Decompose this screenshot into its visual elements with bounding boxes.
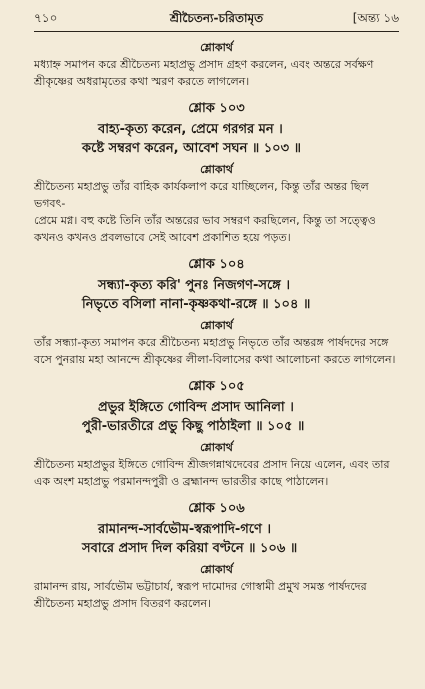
translation-line: তাঁর সন্ধ্যা-কৃত্য সমাপন করে শ্রীচৈতন্য মহাপ্রভু নিভৃতে তাঁর অন্তরঙ্গ পার্ষদদের সঙ্গে — [34, 336, 389, 349]
verse-line: নিভৃতে বসিলা নানা-কৃষ্ণকথা-রঙ্গে ॥ ১০৪ ॥ — [82, 297, 311, 312]
verse-line: বাহ্য-কৃত্য করেন, প্রেমে গরগর মন । — [98, 122, 283, 137]
page-content — [34, 40, 399, 612]
translation-line: বসে পুনরায় মহা আনন্দে শ্রীকৃষ্ণের লীলা-বিলাসের কথা আলোচনা করতে লাগলেন। — [34, 353, 396, 366]
verse-line: রামানন্দ-সার্বভৌম-স্বরূপাদি-গণে । — [98, 522, 272, 537]
header-rule — [34, 31, 399, 32]
translation-line: এক অংশ মহাপ্রভু পরমানন্দপুরী ও ব্রহ্মানন্দ ভারতীর কাছে পাঠালেন। — [34, 475, 329, 488]
verse-title: শ্লোক ১০৬ — [188, 501, 245, 516]
verse-line: প্রভুর ইঙ্গিতে গোবিন্দ প্রসাদ আনিলা । — [98, 400, 294, 415]
verse-line: সন্ধ্যা-কৃত্য করি' পুনঃ নিজগণ-সঙ্গে । — [98, 278, 290, 293]
verse-line: পুরী-ভারতীরে প্রভু কিছু পাঠাইলা ॥ ১০৫ ॥ — [82, 419, 305, 434]
translation-label: শ্লোকার্থ — [200, 563, 233, 576]
translation-line: শ্রীকৃষ্ণের অধরামৃতের কথা স্মরণ করতে লাগলেন। — [34, 75, 250, 88]
page-number: ৭১০ — [34, 11, 58, 25]
verse-line: কষ্টে সম্বরণ করেন, আবেশ সঘন ॥ ১০৩ ॥ — [82, 141, 301, 156]
verse-title: শ্লোক ১০৪ — [188, 257, 245, 272]
verse-title: শ্লোক ১০৫ — [188, 379, 245, 394]
page-header — [34, 10, 399, 30]
translation-line: শ্রীচৈতন্য মহাপ্রভু প্রসাদ বিতরণ করলেন। — [34, 597, 212, 610]
translation-label: শ্লোকার্থ — [200, 319, 233, 332]
translation-line: রামানন্দ রায়, সার্বভৌম ভট্টাচার্য, স্বরূপ দামোদর গোস্বামী প্রমুখ সমস্ত পার্ষদদের — [34, 580, 367, 593]
translation-label: শ্লোকার্থ — [200, 41, 233, 54]
translation-line: শ্রীচৈতন্য মহাপ্রভু তাঁর বাহিক কার্যকলাপ করে যাচ্ছিলেন, কিন্তু তাঁর অন্তর ছিল ভগবৎ- — [34, 180, 369, 210]
running-title: শ্রীচৈতন্য-চরিতামৃত — [169, 11, 264, 25]
translation-line: মধ্যাহ্ন সমাপন করে শ্রীচৈতন্য মহাপ্রভু প্রসাদ গ্রহণ করলেন, এবং অন্তরে সর্বক্ষণ — [34, 58, 374, 71]
section-marker: [অন্ত্য ১৬ — [352, 11, 399, 25]
translation-label: শ্লোকার্থ — [200, 441, 233, 454]
verse-title: শ্লোক ১০৩ — [188, 101, 245, 116]
translation-label: শ্লোকার্থ — [200, 163, 233, 176]
verse-line: সবারে প্রসাদ দিল করিয়া বণ্টনে ॥ ১০৬ ॥ — [82, 541, 298, 556]
translation-line: কখনও কখনও প্রবলভাবে সেই আবেশ প্রকাশিত হয়ে পড়ত। — [34, 231, 291, 244]
translation-line: প্রেমে মগ্ন। বহু কষ্টে তিনি তাঁর অন্তরের ভাব সম্বরণ করছিলেন, কিন্তু তা সত্ত্বেও — [34, 214, 376, 227]
translation-line: শ্রীচৈতন্য মহাপ্রভুর ইঙ্গিতে গোবিন্দ শ্রীজগন্নাথদেবের প্রসাদ নিয়ে এলেন, এবং তার — [34, 458, 390, 471]
